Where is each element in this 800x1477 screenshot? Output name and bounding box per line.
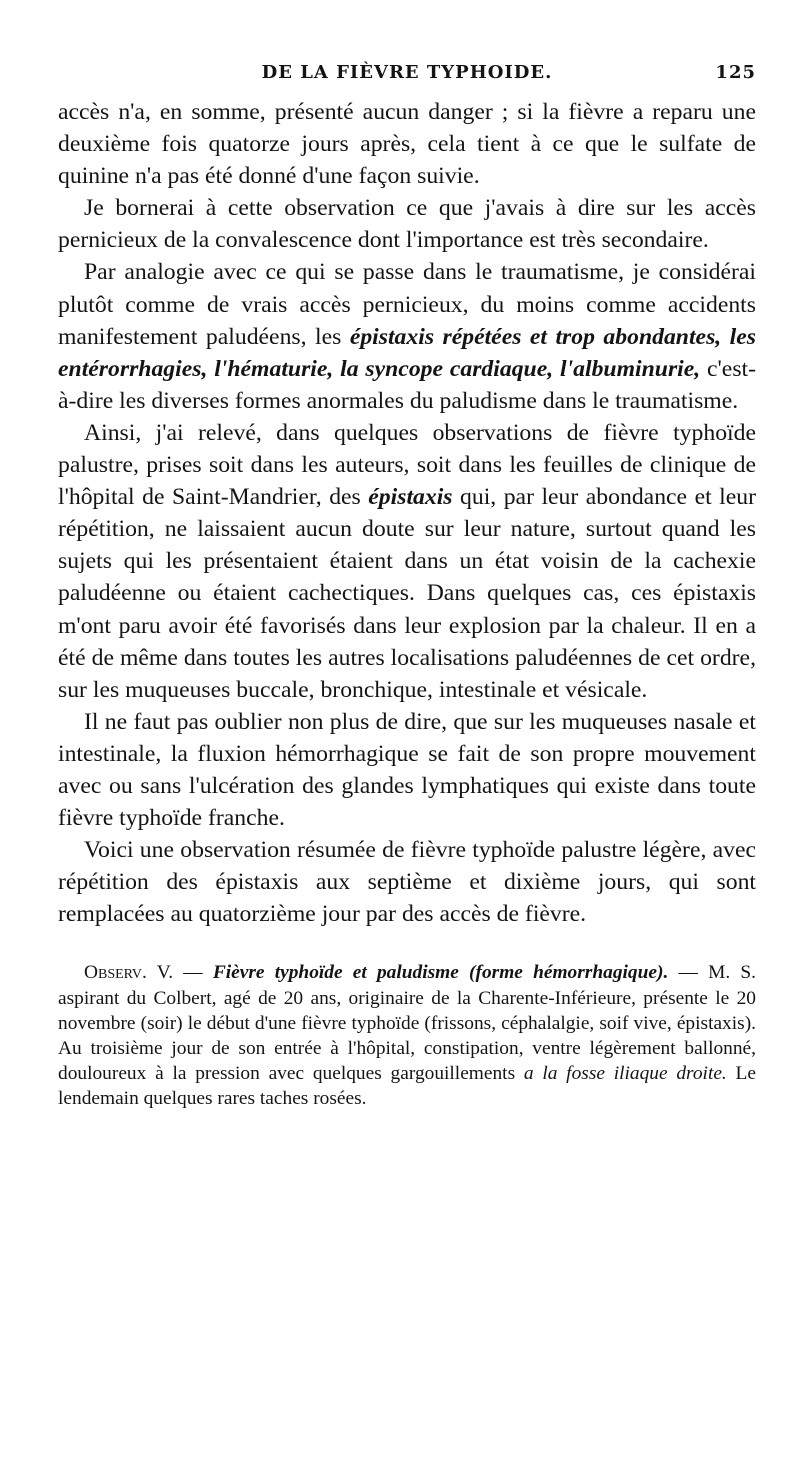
observation-note (58, 960, 756, 1111)
running-head (58, 62, 756, 96)
paragraph-4-text-a: Ainsi, j'ai relevé, dans quelques observations de fièvre typhoïde palustre, prises soit dans les auteurs, soit dans les feuilles de clinique de l'hôpital de Saint-Mandrier, des (58, 419, 756, 511)
running-title: DE LA FIÈVRE TYPHOIDE. (261, 62, 553, 83)
paragraph-4-emphasis: épistaxis (368, 484, 453, 511)
observation-text-a: M. S. aspirant du Colbert, agé de 20 ans, originaire de la Charente-Inférieure, présente le 20 novembre (soir) le début d'une fièvre typhoïde (frissons, céphalalgie, soif vive, épistaxis). Au troisième jour de son entrée à l'hôpital, constipation, ventre légèrement ballonné, douloureux à la pression avec quelques gargouillements (58, 962, 756, 1085)
paragraph-3-emphasis: épistaxis répétées et trop abondantes, les entérorrhagies, l'hématurie, la syncope cardiaque, l'albuminurie, (58, 323, 756, 382)
paragraph-4-text-b: qui, par leur abondance et leur répétition, ne laissaient aucun doute sur leur nature, surtout quand les sujets qui les présentaient étaient dans un état voisin de la cachexie paludéenne ou étaient cachectiques. Dans quelques cas, ces épistaxis m'ont paru avoir été favorisés dans leur explosion par la chaleur. Il en a été de même dans toutes les autres localisations paludéennes de cet ordre, sur les muqueuses buccale, bronchique, intestinale et vésicale. (58, 484, 756, 703)
paragraph-1: accès n'a, en somme, présenté aucun danger ; si la fièvre a reparu une deuxième fois quatorze jours après, cela tient à ce que le sulfate de quinine n'a pas été donné d'une façon suivie. (58, 99, 756, 190)
paragraph-5: Il ne faut pas oublier non plus de dire, que sur les muqueuses nasale et intestinale, la fluxion hémorrhagique se fait de son propre mouvement avec ou sans l'ulcération des glandes lymphatiques qui existe dans toute fièvre typhoïde franche. (58, 708, 756, 832)
paragraph-4 (58, 417, 756, 706)
observation-emphasis: a la fosse iliaque droite. (523, 1063, 727, 1085)
paragraph-6: Voici une observation résumée de fièvre typhoïde palustre légère, avec répétition des épistaxis aux septième et dixième jours, qui sont remplacées au quatorzième jour par des accès de fièvre. (58, 837, 756, 928)
observation-title: Fièvre typhoïde et paludisme (forme hémorrhagique). (212, 962, 669, 984)
body-text (58, 96, 756, 930)
book-page (58, 62, 756, 1131)
observation-label: Observ. V. (84, 962, 174, 984)
observation-dash-1: — (173, 962, 213, 984)
paragraph-3-text-b: c'est-à-dire les diverses formes anormales du paludisme dans le traumatisme. (58, 355, 757, 414)
page-number: 125 (715, 62, 756, 83)
paragraph-3 (58, 256, 756, 416)
observation-text-b: Le lendemain quelques rares taches rosées. (58, 1063, 756, 1110)
paragraph-2: Je bornerai à cette observation ce que j'avais à dire sur les accès pernicieux de la convalescence dont l'importance est très secondaire. (58, 195, 756, 254)
paragraph-3-text-a: Par analogie avec ce qui se passe dans le traumatisme, je considérai plutôt comme de vrais accès pernicieux, du moins comme accidents manifestement paludéens, les (58, 259, 756, 350)
observation-dash-2: — (668, 962, 709, 984)
